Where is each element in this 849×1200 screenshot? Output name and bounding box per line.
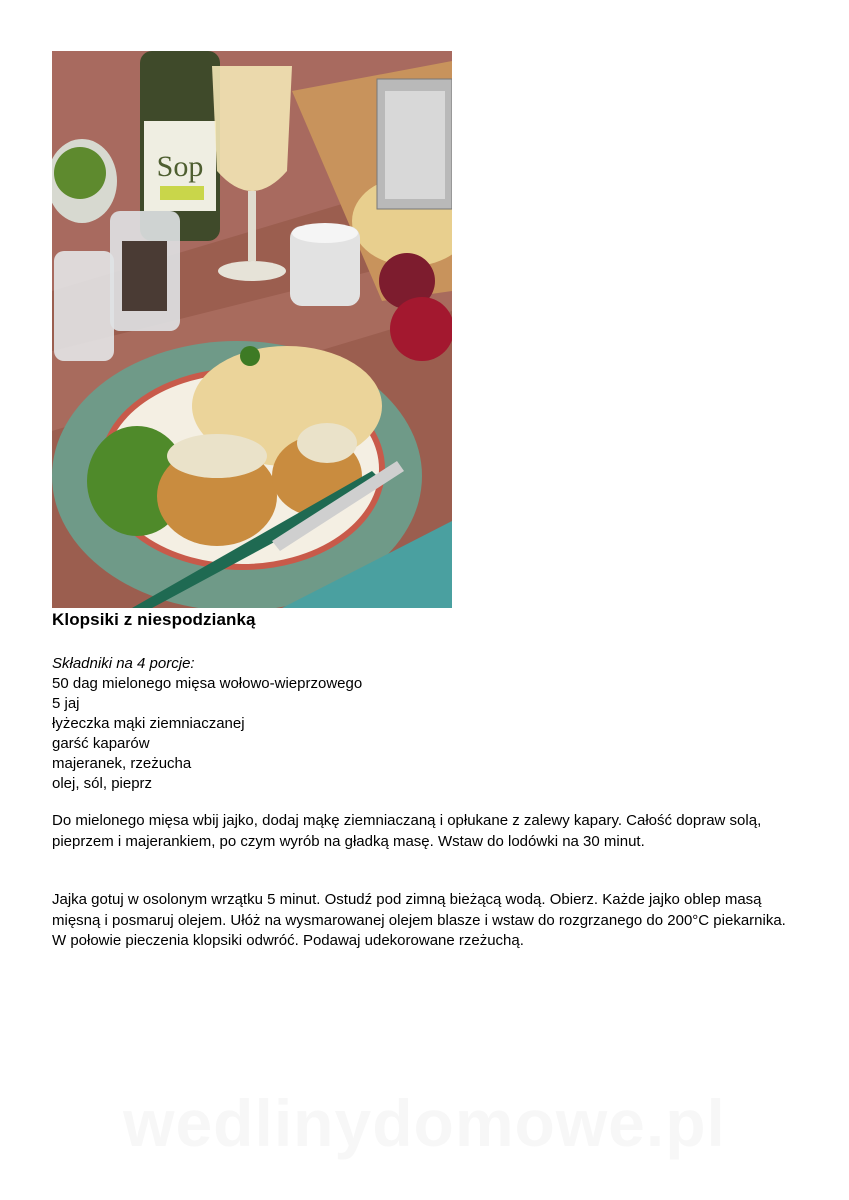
ingredients-heading: Składniki na 4 porcje: [52, 655, 195, 672]
ingredient-item: olej, sól, pieprz [52, 775, 153, 792]
bottle-label-text: Sop [156, 150, 204, 183]
ingredient-item: łyżeczka mąki ziemniaczanej [52, 715, 245, 732]
ingredients-list [52, 654, 362, 794]
ingredient-item: 50 dag mielonego mięsa wołowo-wieprzowego [52, 675, 363, 692]
instructions-paragraph-2: Jajka gotuj w osolonym wrzątku 5 minut. Ostudź pod zimną bieżącą wodą. Obierz. Każde jajko oblep masą mięsną i posmaruj olejem. Ułóż na wysmarowanej olejem blasze i wstaw do rozgrzanego do 200°C piekarnika. W połowie pieczenia klopsiki odwróć. Podawaj udekorowane rzeżuchą. [52, 891, 786, 949]
ingredient-item: majeranek, rzeżucha [52, 755, 192, 772]
watermark: wedlinydomowe.pl [123, 1086, 726, 1160]
ingredient-item: garść kaparów [52, 735, 150, 752]
ingredient-item: 5 jaj [52, 695, 80, 712]
recipe-title: Klopsiki z niespodzianką [52, 610, 256, 629]
instructions-paragraph-1: Do mielonego mięsa wbij jajko, dodaj mąkę ziemniaczaną i opłukane z zalewy kapary. Całość dopraw solą, pieprzem i majerankiem, po czym wyrób na gładką masę. Wstaw do lodówki na 30 minut. [52, 812, 762, 850]
recipe-photo [52, 51, 452, 608]
